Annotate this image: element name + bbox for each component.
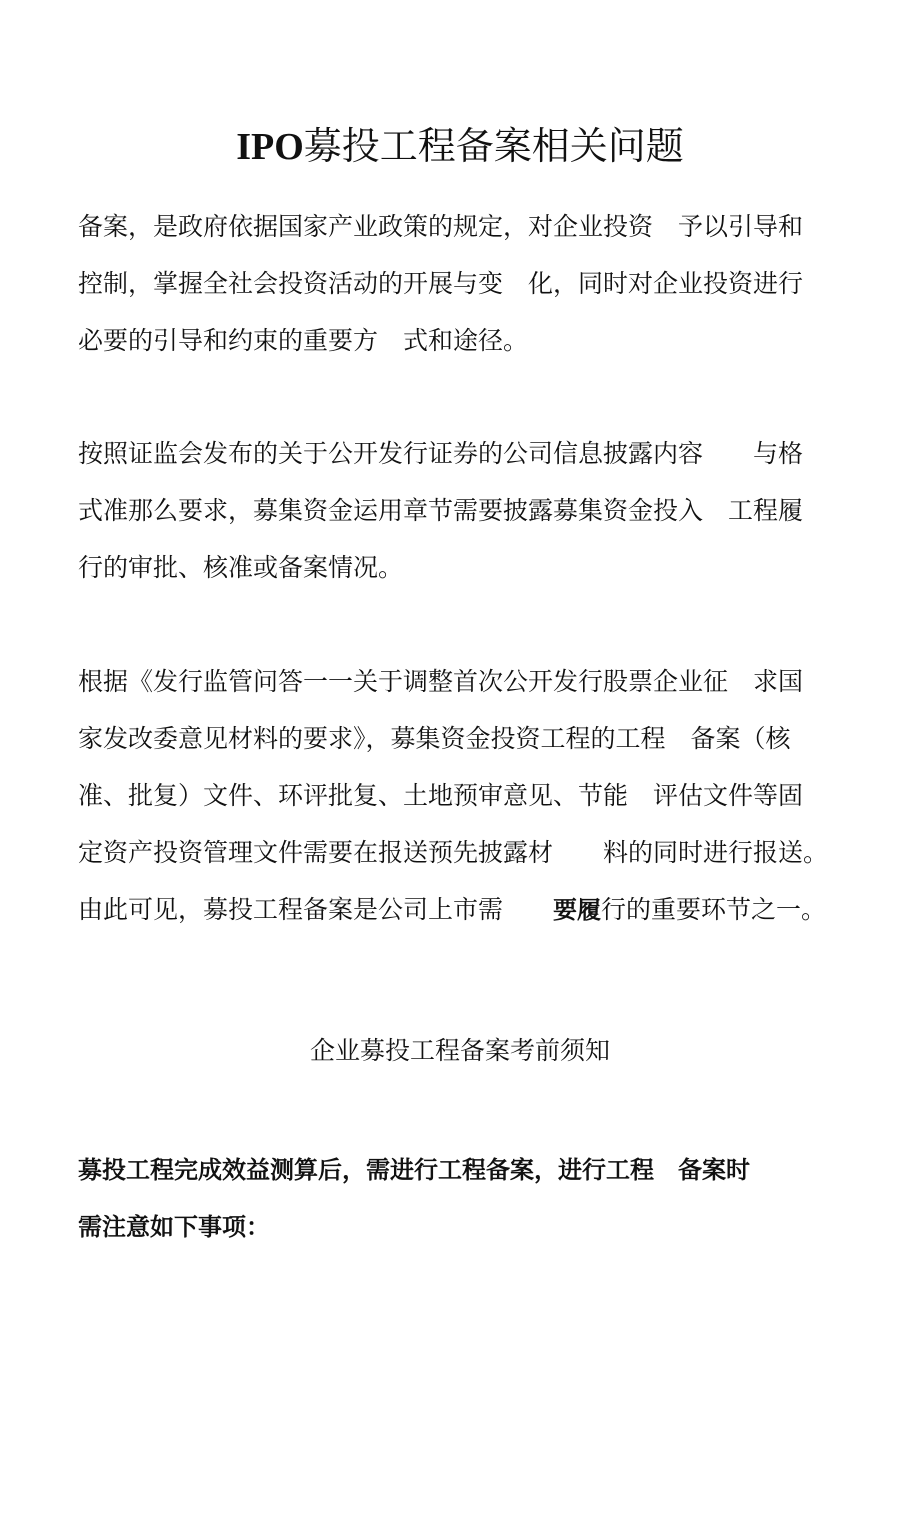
last-line-start: 由此可见，募投工程备案是公司上市需 xyxy=(78,895,554,924)
title-latin: IPO xyxy=(236,126,304,168)
last-line-bold: 要履 xyxy=(553,896,602,924)
paragraph-line: 备案，是政府依据国家产业政策的规定，对企业投资 予以引导和 xyxy=(78,212,804,241)
paragraph-line: 式准那么要求，募集资金运用章节需要披露募集资金投入 工程履 xyxy=(78,496,804,525)
paragraph-last-line xyxy=(78,881,878,938)
paragraph-line: 按照证监会发布的关于公开发行证券的公司信息披露内容 与格 xyxy=(78,439,804,468)
paragraph-3 xyxy=(78,653,878,938)
paragraph-1 xyxy=(78,198,878,369)
last-line-end: 行的重要环节之一。 xyxy=(601,895,827,924)
paragraph-line: 必要的引导和约束的重要方 式和途径。 xyxy=(78,326,529,355)
paragraph-4 xyxy=(78,1142,878,1256)
paragraph-line: 控制，掌握全社会投资活动的开展与变 化，同时对企业投资进行 xyxy=(78,269,804,298)
paragraph-line: 行的审批、核准或备案情况。 xyxy=(78,553,404,582)
bold-paragraph-line: 需注意如下事项： xyxy=(78,1213,270,1241)
paragraph-line: 准、批复）文件、环评批复、土地预审意见、节能 评估文件等固 xyxy=(78,781,804,810)
paragraph-line: 家发改委意见材料的要求》，募集资金投资工程的工程 备案（核 xyxy=(78,724,791,753)
paragraph-line: 根据《发行监管问答一一关于调整首次公开发行股票企业征 求国 xyxy=(78,667,804,696)
section-subheading: 企业募投工程备案考前须知 xyxy=(309,1036,610,1065)
bold-paragraph-line: 募投工程完成效益测算后，需进行工程备案，进行工程 备案时 xyxy=(78,1156,750,1184)
document-title xyxy=(0,118,920,175)
paragraph-2 xyxy=(78,425,878,596)
title-text: 募投工程备案相关问题 xyxy=(303,124,684,168)
paragraph-line: 定资产投资管理文件需要在报送预先披露材 料的同时进行报送。 xyxy=(78,838,829,867)
